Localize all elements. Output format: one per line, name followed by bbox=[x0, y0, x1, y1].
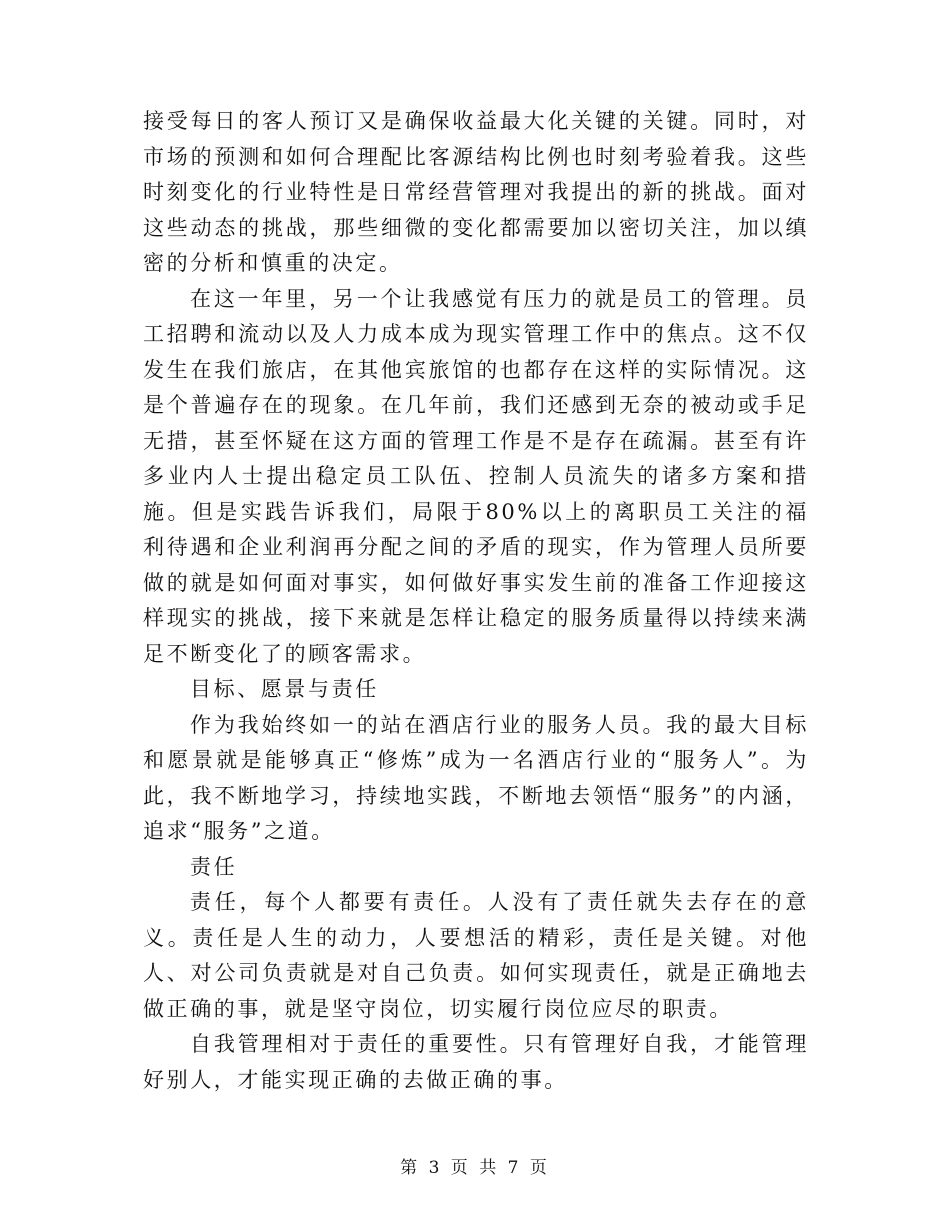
body-paragraph-4: 责任，每个人都要有责任。人没有了责任就失去存在的意义。责任是人生的动力，人要想活的精彩，责任是关键。对他人、对公司负责就是对自己负责。如何实现责任，就是正确地去做正确的事，就是坚守岗位，切实履行岗位应尽的职责。 bbox=[143, 890, 809, 1021]
section-heading-responsibility: 责任 bbox=[190, 854, 238, 879]
body-paragraph-1: 接受每日的客人预订又是确保收益最大化关键的关键。同时，对市场的预测和如何合理配比客源结构比例也时刻考验着我。这些时刻变化的行业特性是日常经营管理对我提出的新的挑战。面对这些动态的挑战，那些细微的变化都需要加以密切关注，加以缜密的分析和慎重的决定。 bbox=[143, 109, 809, 275]
document-body bbox=[143, 104, 809, 1098]
body-paragraph-5: 自我管理相对于责任的重要性。只有管理好自我，才能管理好别人，才能实现正确的去做正确的事。 bbox=[143, 1032, 809, 1092]
page-number-footer: 第 3 页 共 7 页 bbox=[400, 1158, 550, 1178]
section-heading-goals: 目标、愿景与责任 bbox=[190, 677, 379, 701]
body-paragraph-3: 作为我始终如一的站在酒店行业的服务人员。我的最大目标和愿景就是能够真正“修炼”成为一名酒店行业的“服务人”。为此，我不断地学习，持续地实践，不断地去领悟“服务”的内涵，追求“服务”之道。 bbox=[143, 712, 809, 843]
body-paragraph-2: 在这一年里，另一个让我感觉有压力的就是员工的管理。员工招聘和流动以及人力成本成为现实管理工作中的焦点。这不仅发生在我们旅店，在其他宾旅馆的也都存在这样的实际情况。这是个普遍存在的现象。在几年前，我们还感到无奈的被动或手足无措，甚至怀疑在这方面的管理工作是不是存在疏漏。甚至有许多业内人士提出稳定员工队伍、控制人员流失的诸多方案和措施。但是实践告诉我们，局限于80%以上的离职员工关注的福利待遇和企业利润再分配之间的矛盾的现实，作为管理人员所要做的就是如何面对事实，如何做好事实发生前的准备工作迎接这样现实的挑战，接下来就是怎样让稳定的服务质量得以持续来满足不断变化了的顾客需求。 bbox=[143, 286, 809, 666]
